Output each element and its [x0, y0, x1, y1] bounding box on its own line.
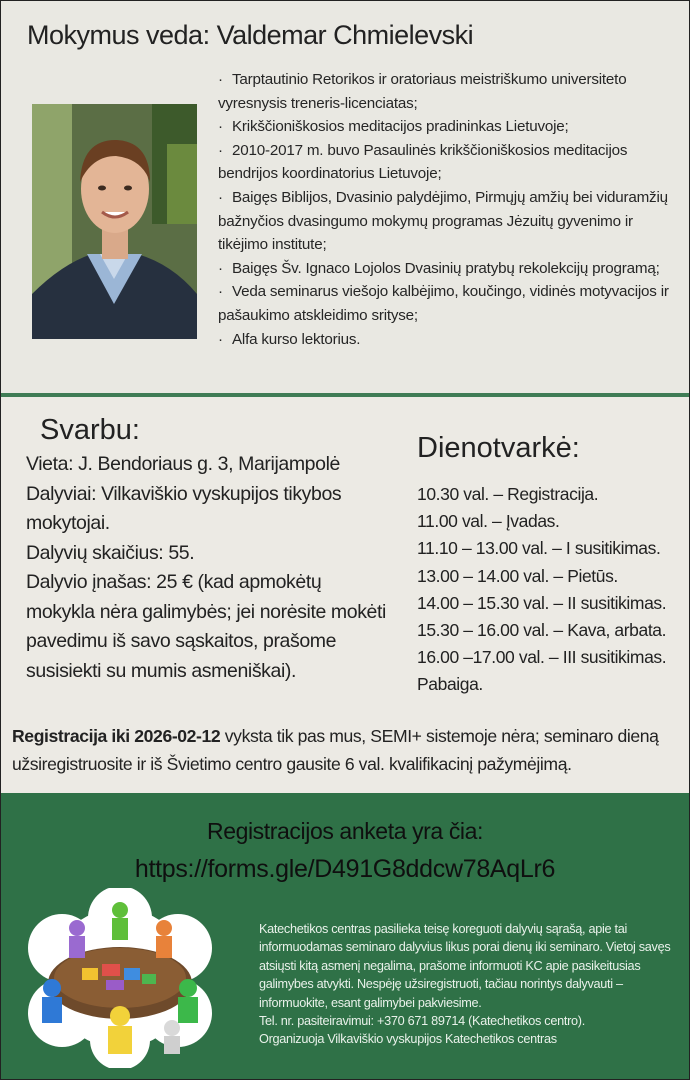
- agenda-item: 10.30 val. – Registracija.: [417, 484, 599, 504]
- participant-count-text: Dalyvių skaičius: 55.: [26, 541, 195, 564]
- important-info: [26, 450, 386, 686]
- bio-item: · Baigęs Šv. Ignaco Lojolos Dvasinių pratybų rekolekcijų programą;: [218, 259, 660, 277]
- meeting-illustration: [22, 888, 218, 1068]
- registration-notice: [12, 722, 682, 778]
- agenda-item: 13.00 – 14.00 val. – Pietūs.: [417, 565, 618, 586]
- team-puzzle-icon: [22, 888, 218, 1068]
- lecturer-photo: [32, 104, 197, 339]
- bio-item: · Alfa kurso lektorius.: [218, 330, 361, 348]
- agenda-item: 15.30 – 16.00 val. – Kava, arbata.: [417, 620, 667, 641]
- participants-text: Dalyviai: Vilkaviškio vyskupijos tikybos mokytojai.: [26, 482, 342, 534]
- agenda-list: [417, 481, 687, 699]
- registration-form-heading: Registracijos anketa yra čia:: [206, 818, 484, 844]
- registration-deadline: Registracija iki 2026-02-12: [12, 726, 221, 746]
- agenda-item: Pabaiga.: [417, 674, 483, 695]
- page-title: Mokymus veda: Valdemar Chmielevski: [27, 20, 474, 50]
- agenda-item: 14.00 – 15.30 val. – II susitikimas.: [417, 592, 667, 613]
- footer-notes: [259, 920, 679, 1049]
- bio-item: · Veda seminarus viešojo kalbėjimo, koučingo, vidinės motyvacijos ir pašaukimo atskleidimo srityse;: [218, 283, 669, 324]
- registration-form-link[interactable]: https://forms.gle/D491G8ddcw78AqLr6: [134, 855, 556, 883]
- bio-item: · 2010-2017 m. buvo Pasaulinės krikščioniškosios meditacijos bendrijos koordinatorius Lietuvoje;: [218, 141, 628, 183]
- footer-phone: Tel. nr. pasiteiravimui: +370 671 89714 (Katechetikos centro).: [259, 1014, 585, 1029]
- fee-text: Dalyvio įnašas: 25 € (kad apmokėtų mokykla nėra galimybės; jei norėsite mokėti pavedimu iš savo sąskaitos, prašome susisiekti su mumis asmeniškai).: [26, 571, 386, 682]
- bio-item: · Tarptautinio Retorikos ir oratoriaus meistriškumo universiteto vyresnysis treneris-licenciatas;: [218, 71, 627, 112]
- important-heading: Svarbu:: [40, 414, 140, 446]
- lecturer-portrait-image: [32, 104, 197, 339]
- agenda-item: 11.00 val. – Įvadas.: [417, 511, 560, 532]
- bio-item: · Krikščioniškosios meditacijos pradininkas Lietuvoje;: [218, 118, 569, 136]
- footer-note: Katechetikos centras pasilieka teisę koreguoti dalyvių sąrašą, apie tai informuodamas seminaro dalyvius likus porai dienų iki seminaro. Vietoj savęs atsiųsti kitą asmenį negalima, prašome informuoti KC apie pasikeitusias galimybes atvykti. Nespėję užsiregistruoti, tačiau norintys dalyvauti – informuokite, esant galimybei pakviesime.: [259, 922, 671, 1010]
- agenda-item: 11.10 – 13.00 val. – I susitikimas.: [417, 538, 661, 559]
- venue-text: Vieta: J. Bendoriaus g. 3, Marijampolė: [26, 453, 340, 475]
- lecturer-bio-list: [218, 68, 678, 351]
- registration-text: vyksta tik pas mus, SEMI+ sistemoje nėra; seminaro dieną užsiregistruosite ir iš Švietimo centro gausite 6 val. kvalifikacinį pažymėjimą.: [12, 726, 659, 774]
- agenda-heading: Dienotvarkė:: [417, 432, 580, 464]
- bio-item: · Baigęs Biblijos, Dvasinio palydėjimo, Pirmųjų amžių bei viduramžių bažnyčios dvasingumo mokymų programas Jėzuitų gyvenimo ir tikėjimo institute;: [218, 188, 668, 254]
- footer-organizer: Organizuoja Vilkaviškio vyskupijos Katechetikos centras: [259, 1032, 557, 1047]
- agenda-item: 16.00 –17.00 val. – III susitikimas.: [417, 647, 667, 668]
